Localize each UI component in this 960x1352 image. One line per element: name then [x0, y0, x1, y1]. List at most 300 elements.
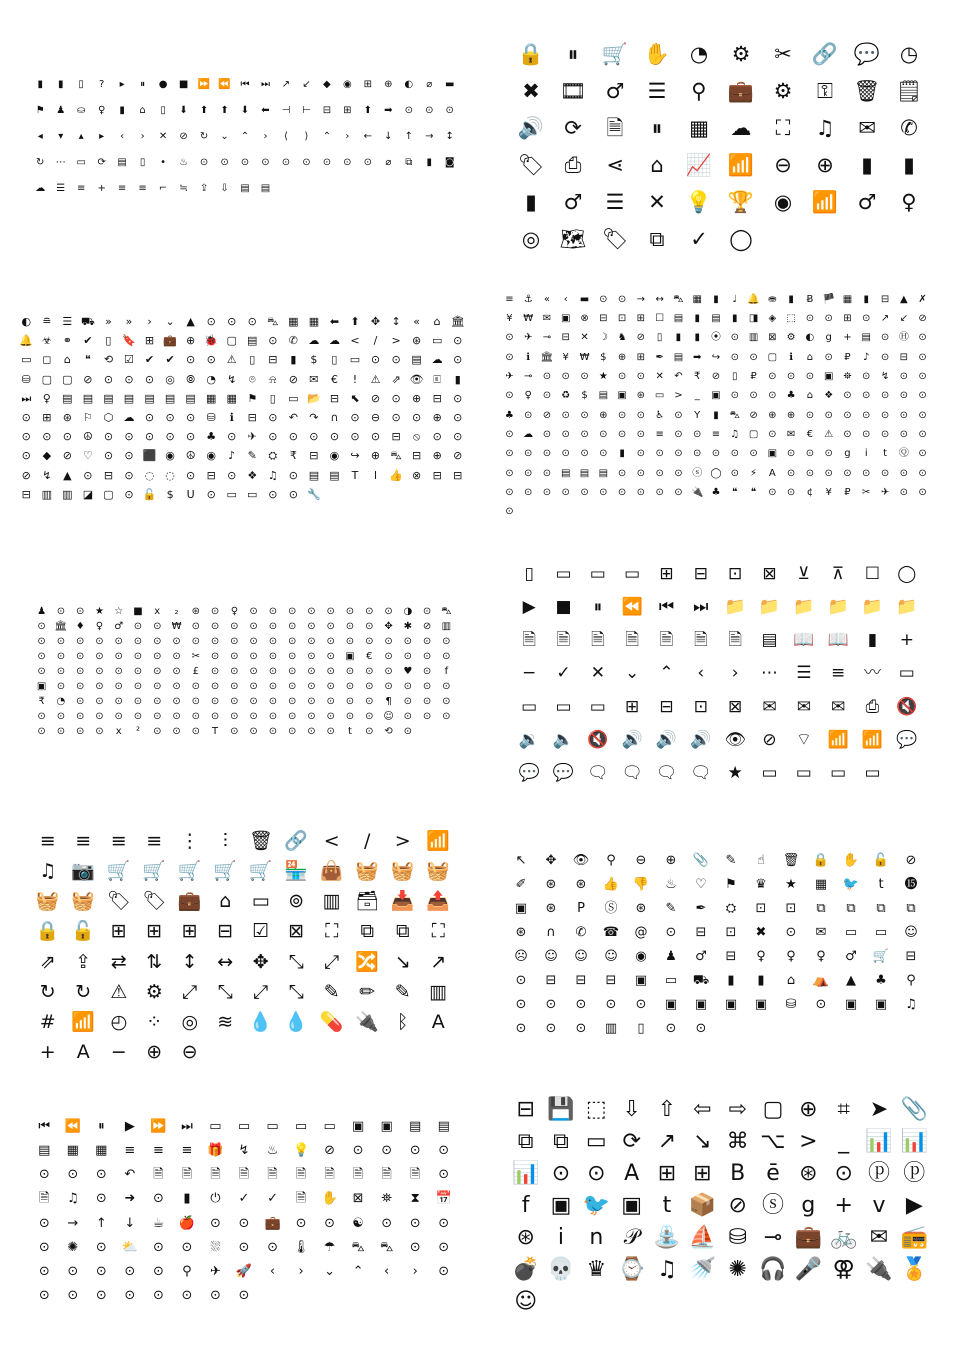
glyph-icon: ✋	[643, 42, 671, 66]
glyph-icon: ⊙	[442, 711, 451, 723]
glyph-icon: ⊙	[422, 681, 432, 693]
glyph-icon: ⛍	[379, 1239, 394, 1255]
glyph-icon: ⎙	[564, 153, 582, 177]
glyph-icon: ⊟	[217, 920, 234, 943]
glyph-icon: ⊙	[711, 448, 721, 460]
glyph-icon: ‹	[563, 293, 568, 305]
glyph-icon: 🔗	[284, 829, 309, 852]
glyph-icon: 👁	[724, 729, 746, 750]
glyph-icon: ⊕	[599, 409, 608, 421]
glyph-icon: ⊙	[343, 157, 352, 168]
glyph-icon: ⊙	[191, 620, 200, 632]
glyph-icon: ✉	[858, 116, 876, 140]
glyph-icon: ⊙	[370, 430, 381, 444]
glyph-icon: ▭	[237, 1118, 251, 1134]
glyph-icon: 📊	[865, 1129, 893, 1154]
glyph-icon: ▣	[844, 996, 858, 1012]
glyph-icon: ⊟	[432, 391, 442, 405]
glyph-icon: 📷	[71, 859, 96, 882]
glyph-icon: ▤	[260, 183, 271, 194]
glyph-icon: ⊙	[287, 696, 297, 708]
glyph-icon: ⫶	[222, 829, 228, 852]
glyph-icon: ▤	[673, 351, 684, 363]
glyph-icon: ❝	[84, 353, 91, 367]
glyph-icon: ▤	[82, 391, 94, 405]
glyph-icon: ⊙	[153, 650, 162, 662]
glyph-icon: ◌	[144, 468, 155, 482]
glyph-icon: ↘	[394, 950, 411, 973]
glyph-icon: ▮	[119, 105, 125, 116]
glyph-icon: ⊙	[365, 620, 374, 632]
glyph-icon: ⛍	[673, 293, 684, 305]
glyph-icon: ⓢ	[692, 467, 703, 479]
glyph-icon: ⊙	[172, 665, 181, 677]
glyph-icon: ♣	[875, 972, 887, 988]
glyph-icon: A	[431, 1011, 445, 1034]
glyph-icon: ⊙	[124, 430, 134, 444]
glyph-icon: ℹ	[526, 351, 531, 363]
glyph-icon: 📊	[900, 1129, 929, 1154]
glyph-icon: ☁	[123, 411, 135, 425]
glyph-icon: ⊘	[453, 449, 463, 463]
glyph-icon: ⊙	[403, 726, 412, 738]
glyph-icon: ⏭	[181, 1118, 193, 1134]
glyph-icon: ⊙	[384, 605, 393, 617]
glyph-icon: ⧉	[649, 227, 665, 251]
glyph-icon: ⧗	[410, 1191, 420, 1207]
glyph-icon: ⚙	[786, 332, 796, 344]
glyph-icon: ▮	[183, 1191, 191, 1207]
glyph-icon: ⊙	[403, 650, 412, 662]
glyph-icon: ♪	[228, 449, 236, 463]
glyph-icon: ⊙	[287, 711, 297, 723]
glyph-icon: i	[864, 448, 868, 460]
glyph-icon: ▭	[266, 1118, 279, 1134]
glyph-icon: ▣	[380, 1118, 393, 1134]
glyph-icon: ⊙	[404, 105, 413, 116]
glyph-icon: ▦	[814, 876, 828, 892]
glyph-icon: ⊞	[659, 564, 674, 585]
glyph-icon: ⊙	[365, 681, 374, 693]
glyph-icon: ⊙	[288, 430, 298, 444]
glyph-icon: 🗎	[556, 630, 571, 651]
glyph-icon: 🗨	[587, 762, 609, 783]
glyph-icon: ⇪	[199, 183, 209, 194]
glyph-icon: ✱	[403, 620, 412, 632]
glyph-icon: ⊙	[268, 650, 278, 662]
glyph-icon: ⬆	[220, 105, 229, 116]
glyph-icon: ★	[598, 370, 608, 382]
glyph-icon: ⊙	[636, 370, 646, 382]
glyph-icon: 🗎	[153, 1167, 164, 1183]
glyph-icon: ₂	[174, 605, 179, 617]
glyph-icon: 🔔	[747, 293, 760, 305]
glyph-icon: ⊖	[635, 852, 647, 868]
glyph-icon: ⊙	[21, 430, 31, 444]
glyph-icon: ■	[555, 597, 572, 618]
glyph-icon: ♀	[230, 605, 239, 617]
glyph-icon: ⊙	[56, 726, 66, 738]
glyph-icon: ↯	[880, 370, 890, 382]
glyph-icon: $	[310, 353, 318, 367]
glyph-icon: ⊙	[186, 430, 196, 444]
glyph-icon: ✎	[665, 900, 677, 916]
glyph-icon: ▣	[561, 312, 571, 324]
glyph-icon: ⊙	[249, 605, 258, 617]
glyph-icon: /	[364, 829, 371, 852]
glyph-icon: ⊛	[515, 924, 527, 940]
glyph-icon: ⊙	[523, 409, 533, 421]
glyph-icon: ⊕	[186, 334, 196, 348]
glyph-icon: ⟨	[283, 131, 288, 142]
glyph-icon: ▥	[604, 1020, 618, 1036]
glyph-icon: ⊛	[635, 900, 647, 916]
glyph-icon: ⊙	[249, 635, 258, 647]
glyph-icon: ⊙	[580, 370, 589, 382]
glyph-icon: ⊙	[391, 391, 401, 405]
glyph-icon: ⊙	[206, 487, 216, 501]
glyph-icon: ⊘	[62, 449, 72, 463]
glyph-icon: ⊙	[599, 428, 608, 440]
small-glyph-set-b	[16, 312, 468, 504]
glyph-icon: ⊙	[580, 428, 589, 440]
glyph-icon: ⊙	[191, 726, 200, 738]
glyph-icon: ⊞	[144, 334, 155, 348]
glyph-icon: ☁	[523, 428, 534, 440]
glyph-icon: 🧺	[71, 890, 96, 913]
glyph-icon: A	[624, 1161, 640, 1186]
glyph-icon: ⊙	[749, 390, 758, 402]
glyph-icon: ⊙	[505, 486, 514, 498]
glyph-icon: ➡	[693, 351, 702, 363]
glyph-icon: ☺	[904, 924, 918, 940]
glyph-icon: ⏪	[621, 597, 643, 618]
glyph-icon: ✆	[900, 116, 918, 140]
glyph-icon: ▤	[437, 1118, 450, 1134]
glyph-icon: ⏭	[693, 597, 709, 618]
glyph-icon: ▥	[322, 890, 341, 913]
glyph-icon: ⏩	[150, 1118, 167, 1134]
glyph-icon: 🔓	[71, 920, 96, 943]
glyph-icon: 🍎	[178, 1215, 196, 1231]
glyph-icon: ⊙	[655, 486, 664, 498]
glyph-icon: ⊙	[453, 430, 463, 444]
glyph-icon: ⊙	[843, 409, 852, 421]
glyph-icon: ♥	[403, 665, 413, 677]
glyph-icon: ⊙	[152, 1239, 164, 1255]
glyph-icon: ⊙	[384, 635, 393, 647]
glyph-icon: 🔓	[872, 852, 890, 868]
glyph-icon: ⊙	[172, 681, 181, 693]
glyph-icon: ⊙	[114, 696, 123, 708]
glyph-icon: ⊟	[516, 1097, 535, 1122]
glyph-icon: ⊕	[816, 153, 834, 177]
glyph-icon: ♡	[82, 449, 93, 463]
glyph-icon: ⊙	[261, 157, 270, 168]
glyph-icon: ⬛	[142, 449, 157, 463]
glyph-icon: ≋	[217, 1011, 234, 1034]
glyph-icon: Y	[694, 409, 701, 421]
glyph-icon: ⧉	[517, 1129, 534, 1154]
glyph-icon: ⊟	[659, 696, 674, 717]
glyph-icon: t	[662, 1193, 672, 1218]
glyph-icon: v	[872, 1193, 886, 1218]
glyph-icon: ℹ	[229, 411, 234, 425]
glyph-icon: ⊙	[172, 711, 181, 723]
glyph-icon: ✓	[556, 663, 571, 684]
glyph-icon: ⊙	[249, 681, 258, 693]
glyph-icon: ⊘	[21, 468, 31, 482]
glyph-icon: 🗑	[782, 852, 800, 868]
glyph-icon: ▭	[288, 391, 299, 405]
glyph-icon: ☯	[352, 1215, 364, 1231]
glyph-icon: ☰	[796, 663, 812, 684]
glyph-icon: ⛁	[21, 372, 31, 386]
glyph-icon: ⊘	[728, 1193, 747, 1218]
glyph-icon: »	[105, 315, 112, 329]
glyph-icon: ▦	[66, 1142, 79, 1158]
glyph-icon: ⊙	[268, 681, 278, 693]
glyph-icon: ⊙	[918, 486, 927, 498]
glyph-icon: ≘	[42, 315, 52, 329]
glyph-icon: _	[694, 390, 700, 402]
glyph-icon: 📶	[426, 829, 451, 852]
glyph-icon: ▤	[711, 312, 721, 324]
glyph-icon: ⇗	[391, 372, 401, 386]
glyph-icon: ▮	[619, 448, 625, 460]
glyph-icon: ⏪	[64, 1118, 81, 1134]
glyph-icon: ⊙	[153, 726, 162, 738]
glyph-icon: ⊙	[287, 635, 297, 647]
glyph-icon: ⊞	[636, 351, 646, 363]
large-glyph-set-b	[508, 1094, 932, 1316]
glyph-icon: ⊞	[363, 79, 373, 90]
glyph-icon: ☺	[383, 711, 394, 723]
glyph-icon: ≡	[655, 428, 664, 440]
glyph-icon: 🗎	[352, 1167, 364, 1183]
glyph-icon: 👍	[389, 468, 403, 482]
glyph-icon: ☽	[598, 332, 608, 344]
glyph-icon: ▮	[694, 332, 700, 344]
glyph-icon: 🛒	[213, 859, 238, 882]
glyph-icon: ⦾	[186, 372, 196, 386]
glyph-icon: ↗	[281, 79, 291, 90]
glyph-icon: ▲	[899, 293, 908, 305]
glyph-icon: ⊙	[824, 409, 833, 421]
glyph-icon: ♻	[561, 390, 571, 402]
glyph-icon: ⓯	[904, 876, 918, 892]
glyph-icon: ⌘	[726, 1129, 749, 1154]
glyph-icon: ⊙	[617, 428, 627, 440]
glyph-icon: ⊙	[561, 486, 570, 498]
glyph-icon: 🔧	[307, 487, 321, 501]
glyph-icon: 🗎	[728, 630, 742, 651]
glyph-icon: ◌	[165, 468, 175, 482]
glyph-icon: ⊙	[268, 411, 278, 425]
glyph-icon: ⛲	[653, 1225, 681, 1250]
glyph-icon: 💬	[518, 762, 540, 783]
glyph-icon: ⊙	[95, 696, 104, 708]
glyph-icon: ⊙	[617, 486, 627, 498]
glyph-icon: ⊙	[191, 711, 200, 723]
glyph-icon: 🗃	[355, 890, 380, 913]
glyph-icon: 📁	[758, 597, 781, 618]
glyph-icon: 🏆	[727, 190, 755, 214]
glyph-icon: ⊙	[307, 620, 316, 632]
glyph-icon: ✉	[815, 924, 827, 940]
glyph-icon: 📈	[685, 153, 713, 177]
glyph-icon: _	[838, 1129, 850, 1154]
glyph-icon: ⚐	[82, 411, 93, 425]
glyph-icon: 🏛	[54, 620, 68, 632]
glyph-icon: ⊙	[114, 711, 123, 723]
glyph-icon: ⊙	[899, 486, 908, 498]
glyph-icon: t	[878, 876, 884, 892]
glyph-icon: ⊙	[899, 409, 908, 421]
glyph-icon: ⊙	[636, 409, 646, 421]
glyph-icon: ⌂	[433, 315, 441, 329]
glyph-icon: ▬	[445, 79, 455, 90]
glyph-icon: ⊙	[438, 1264, 450, 1280]
glyph-icon: ⊙	[918, 332, 927, 344]
glyph-icon: ⌂	[650, 153, 664, 177]
glyph-icon: ☑	[252, 920, 270, 943]
glyph-icon: ⍾	[269, 372, 277, 386]
glyph-icon: ⬡	[103, 411, 114, 425]
glyph-icon: ◎	[165, 372, 175, 386]
glyph-icon: ⛶	[775, 116, 791, 140]
glyph-icon: ⏮	[658, 597, 675, 618]
glyph-icon: ⊙	[580, 409, 589, 421]
glyph-icon: ⟳	[564, 116, 582, 140]
glyph-icon: ⊙	[409, 1215, 421, 1231]
glyph-icon: ⊙	[505, 428, 514, 440]
glyph-icon: ♪	[863, 351, 870, 363]
glyph-icon: ⊙	[191, 681, 200, 693]
glyph-icon: ⛀	[76, 105, 86, 116]
glyph-icon: ⊙	[636, 486, 646, 498]
glyph-icon: ✂	[774, 42, 792, 66]
glyph-icon: 🗎	[238, 1167, 250, 1183]
glyph-icon: 🗎	[590, 630, 605, 651]
glyph-icon: ⊙	[542, 486, 552, 498]
glyph-icon: ⊙	[268, 430, 278, 444]
glyph-icon: #	[39, 1011, 56, 1034]
glyph-icon: ⚓	[523, 293, 533, 305]
glyph-icon: ▣	[514, 900, 528, 916]
glyph-icon: ↘	[693, 1129, 712, 1154]
glyph-icon: ♩	[732, 293, 738, 305]
glyph-icon: ▮	[694, 312, 700, 324]
glyph-icon: ▤	[409, 1118, 422, 1134]
glyph-icon: ⊙	[124, 372, 134, 386]
glyph-icon: ⊟	[880, 293, 890, 305]
glyph-icon: 🛒	[142, 859, 167, 882]
glyph-icon: ⊙	[365, 696, 374, 708]
glyph-icon: ✥	[252, 950, 269, 973]
glyph-icon: ⊠	[352, 1191, 364, 1207]
glyph-icon: 🔇	[896, 696, 918, 717]
glyph-icon: 🛒	[177, 859, 202, 882]
glyph-icon: ▣	[694, 996, 708, 1012]
glyph-icon: ⬅	[329, 315, 340, 329]
glyph-icon: ⊙	[37, 711, 46, 723]
glyph-icon: ▭	[521, 696, 538, 717]
glyph-icon: $	[166, 487, 174, 501]
glyph-icon: ▭	[349, 353, 361, 367]
glyph-icon: ✉	[542, 312, 552, 324]
glyph-icon: ⊙	[165, 430, 175, 444]
glyph-icon: ₽	[844, 486, 851, 498]
glyph-icon: ✖	[755, 924, 767, 940]
glyph-icon: ⊙	[749, 351, 758, 363]
glyph-icon: ⊙	[240, 157, 250, 168]
glyph-icon: ♫	[730, 428, 740, 440]
glyph-icon: ▭	[761, 762, 778, 783]
glyph-icon: ⊙	[365, 665, 374, 677]
glyph-icon: 📤	[426, 890, 451, 913]
glyph-icon: ♀	[524, 390, 532, 402]
glyph-icon: ⊙	[21, 449, 31, 463]
glyph-icon: ⊟	[599, 312, 608, 324]
glyph-icon: ⏩	[197, 79, 211, 90]
glyph-icon: ₩	[171, 620, 182, 632]
glyph-icon: ⊙	[38, 1264, 50, 1280]
glyph-icon: ▶	[124, 1118, 135, 1134]
glyph-icon: 🛒	[106, 859, 131, 882]
glyph-icon: ⊙	[38, 1215, 50, 1231]
glyph-icon: ▯	[656, 332, 663, 344]
glyph-icon: ⊙	[824, 351, 833, 363]
glyph-icon: ⚠	[110, 980, 128, 1003]
glyph-icon: ⊙	[505, 467, 514, 479]
glyph-icon: ↕	[181, 950, 198, 973]
glyph-icon: ⊙	[655, 448, 664, 460]
glyph-icon: ⊙	[730, 390, 739, 402]
glyph-icon: ⊙	[561, 370, 570, 382]
glyph-icon: 🗎	[606, 116, 624, 140]
glyph-icon: ⊙	[186, 468, 196, 482]
glyph-icon: ⊙	[37, 620, 46, 632]
glyph-icon: 📎	[692, 852, 710, 868]
glyph-icon: ⊙	[412, 411, 422, 425]
glyph-icon: ⊙	[384, 665, 393, 677]
glyph-icon: ⊙	[227, 315, 237, 329]
glyph-icon: ♟	[37, 605, 47, 617]
glyph-icon: ✂	[862, 486, 871, 498]
glyph-icon: ⊙	[561, 448, 570, 460]
glyph-icon: ⊙	[862, 409, 871, 421]
glyph-icon: ⊙	[230, 726, 239, 738]
glyph-icon: 🗨	[655, 762, 678, 783]
glyph-icon: ⊙	[83, 468, 93, 482]
glyph-icon: ⊙	[206, 315, 216, 329]
glyph-icon: 🏛	[540, 351, 554, 363]
glyph-icon: ▮	[290, 353, 297, 367]
glyph-icon: ▦	[205, 391, 217, 405]
glyph-icon: €	[806, 428, 814, 440]
glyph-icon: ✕	[648, 190, 666, 214]
glyph-icon: ▢	[41, 372, 52, 386]
glyph-icon: ⊙	[442, 650, 451, 662]
glyph-icon: Ⓗ	[898, 332, 909, 344]
glyph-icon: ⊙	[693, 448, 702, 460]
glyph-icon: ⚿	[817, 79, 833, 103]
glyph-icon: ›	[147, 315, 152, 329]
glyph-icon: ⊡	[617, 312, 627, 324]
glyph-icon: ⊙	[230, 681, 239, 693]
glyph-icon: ♂	[114, 620, 124, 632]
